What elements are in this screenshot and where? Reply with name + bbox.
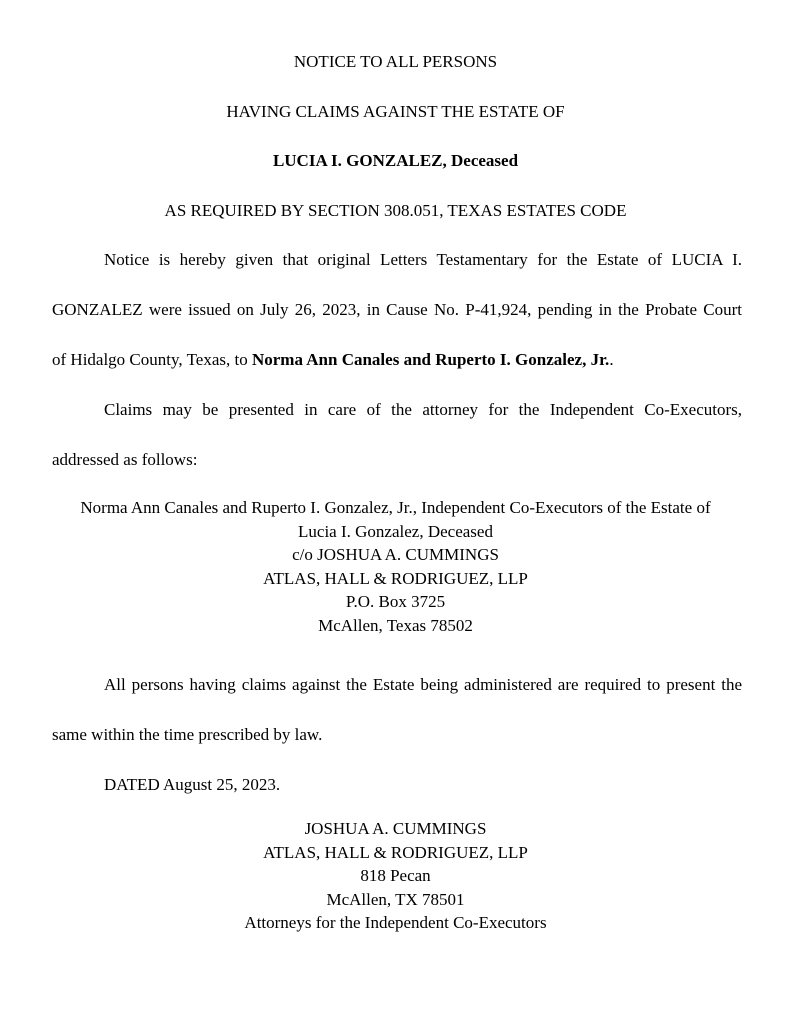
paragraph3-line2: same within the time prescribed by law. <box>52 725 323 744</box>
paragraph-claims-presentation <box>52 385 742 485</box>
signature-line-5: Attorneys for the Independent Co-Executors <box>244 913 547 932</box>
address-block <box>0 496 791 637</box>
decedent-name: LUCIA I. GONZALEZ, Deceased <box>272 151 519 170</box>
paragraph-letters-testamentary <box>52 235 742 385</box>
signature-line-2: ATLAS, HALL & RODRIGUEZ, LLP <box>263 842 528 862</box>
paragraph1-line3 <box>52 335 742 385</box>
notice-subtitle: HAVING CLAIMS AGAINST THE ESTATE OF <box>226 102 565 121</box>
paragraph1-line2: GONZALEZ were issued on July 26, 2023, in Cause No. P-41,924, pending in the Probate Court <box>52 300 742 319</box>
executor-names: Norma Ann Canales and Ruperto I. Gonzalez, Jr. <box>251 350 610 369</box>
notice-title: NOTICE TO ALL PERSONS <box>293 52 498 71</box>
paragraph1-line3-prefix: of Hidalgo County, Texas, to <box>52 350 252 369</box>
statute-reference: AS REQUIRED BY SECTION 308.051, TEXAS ESTATES CODE <box>164 201 627 220</box>
dated-line: DATED August 25, 2023. <box>104 775 281 794</box>
address-line-4: ATLAS, HALL & RODRIGUEZ, LLP <box>263 568 528 588</box>
address-line-6: McAllen, Texas 78502 <box>318 615 473 635</box>
signature-line-4: McAllen, TX 78501 <box>326 889 465 909</box>
paragraph-time-limit <box>52 660 742 760</box>
address-line-3: c/o JOSHUA A. CUMMINGS <box>292 545 499 564</box>
address-line-2: Lucia I. Gonzalez, Deceased <box>298 521 493 541</box>
signature-line-1: JOSHUA A. CUMMINGS <box>304 819 487 838</box>
dated-paragraph <box>52 760 742 810</box>
paragraph2-line2: addressed as follows: <box>52 450 198 469</box>
address-line-1: Norma Ann Canales and Ruperto I. Gonzalez, Jr., Independent Co-Executors of the Estate of <box>80 498 711 517</box>
paragraph3-line1: All persons having claims against the Estate being administered are required to present the <box>104 675 742 694</box>
signature-line-3: 818 Pecan <box>360 866 431 885</box>
paragraph2-line1: Claims may be presented in care of the attorney for the Independent Co-Executors, <box>104 400 742 419</box>
paragraph1-line1: Notice is hereby given that original Letters Testamentary for the Estate of LUCIA I. <box>104 250 742 269</box>
signature-block <box>0 817 791 935</box>
paragraph1-line3-suffix: . <box>609 350 614 369</box>
address-line-5: P.O. Box 3725 <box>345 592 446 611</box>
